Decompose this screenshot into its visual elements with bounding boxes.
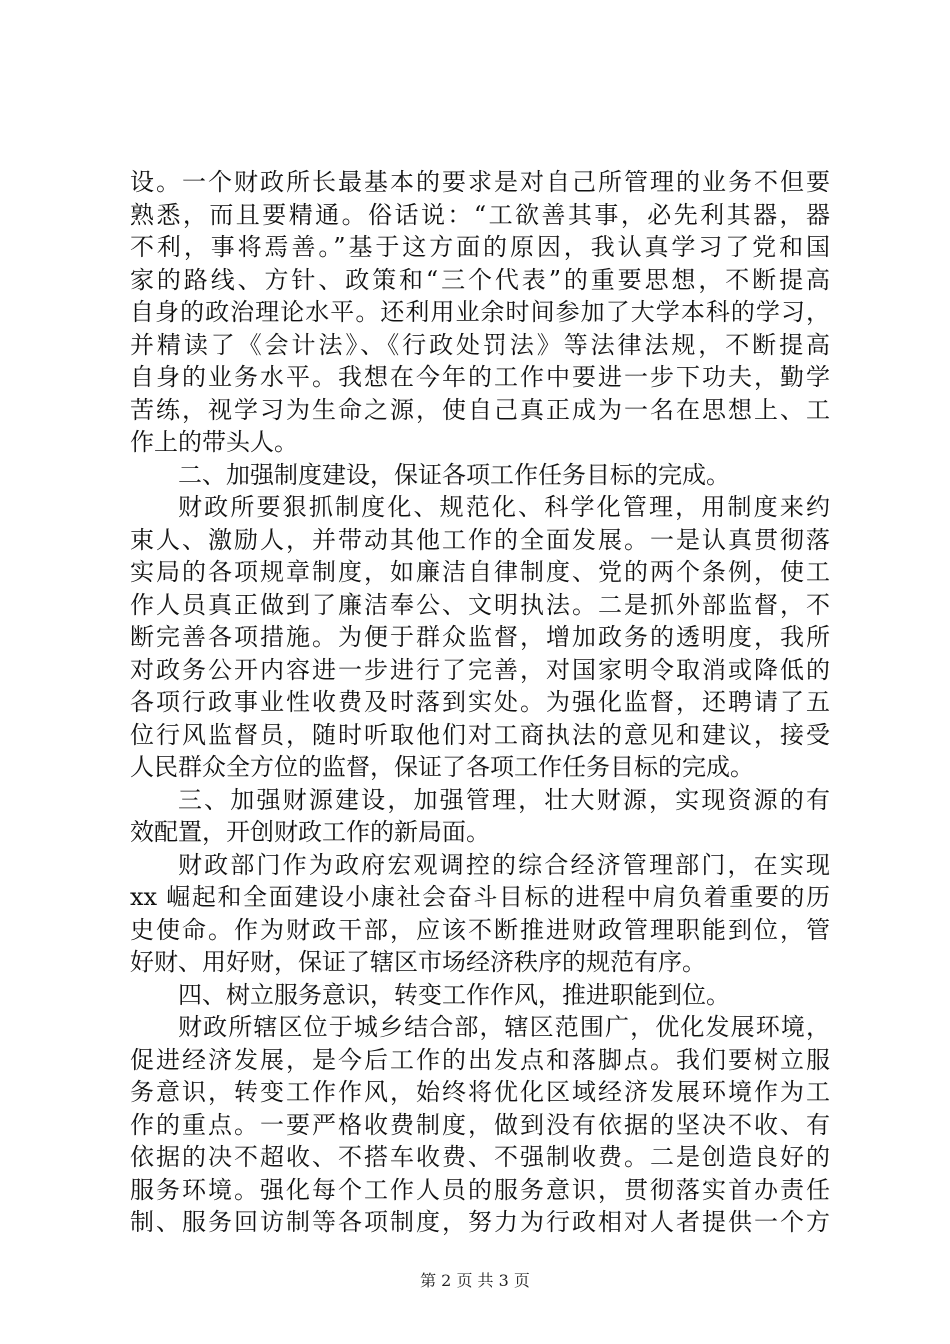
text-line: 实局的各项规章制度，如廉洁自律制度、党的两个条例，使工 <box>130 558 830 586</box>
text-line: 效配置，开创财政工作的新局面。 <box>130 818 490 846</box>
text-line: 位行风监督员，随时听取他们对工商执法的意见和建议，接受 <box>130 720 830 749</box>
text-line: 财政所辖区位于城乡结合部，辖区范围广，优化发展环境， <box>178 1013 830 1041</box>
text-line: 财政部门作为政府宏观调控的综合经济管理部门，在实现 <box>178 850 830 879</box>
text-line: 设。一个财政所长最基本的要求是对自己所管理的业务不但要 <box>130 168 830 196</box>
paragraph <box>130 491 830 784</box>
text-line: 熟悉，而且要精通。俗话说：“工欲善其事，必先利其器，器 <box>130 200 830 229</box>
text-line: 对政务公开内容进一步进行了完善，对国家明令取消或降低的 <box>130 655 830 684</box>
text-line: 财政所要狠抓制度化、规范化、科学化管理，用制度来约 <box>178 493 830 521</box>
text-line: 三、加强财源建设，加强管理，壮大财源，实现资源的有 <box>178 785 830 814</box>
text-line: 依据的决不超收、不搭车收费、不强制收费。二是创造良好的 <box>130 1143 830 1171</box>
text-line: 作上的带头人。 <box>130 428 298 456</box>
text-line: 各项行政事业性收费及时落到实处。为强化监督，还聘请了五 <box>130 688 830 716</box>
paragraph <box>130 784 830 849</box>
text-line: 断完善各项措施。为便于群众监督，增加政务的透明度，我所 <box>130 623 830 651</box>
text-line: 自身的政治理论水平。还利用业余时间参加了大学本科的学习， <box>130 298 830 326</box>
paragraph <box>130 166 830 459</box>
text-line: 作的重点。一要严格收费制度，做到没有依据的坚决不收、有 <box>130 1110 830 1139</box>
page-footer: 第 2 页 共 3 页 <box>420 1271 530 1290</box>
text-line: 好财、用好财，保证了辖区市场经济秩序的规范有序。 <box>130 948 706 976</box>
text-line: 务意识，转变工作作风，始终将优化区域经济发展环境作为工 <box>130 1078 830 1106</box>
paragraph <box>130 979 830 1012</box>
text-line: 作人员真正做到了廉洁奉公、文明执法。二是抓外部监督，不 <box>130 590 830 619</box>
text-line: 促进经济发展，是今后工作的出发点和落脚点。我们要树立服 <box>130 1045 830 1074</box>
text-line: 四、树立服务意识，转变工作作风，推进职能到位。 <box>178 980 730 1009</box>
text-line: 不利，事将焉善。”基于这方面的原因，我认真学习了党和国 <box>130 233 830 261</box>
text-line: 苦练，视学习为生命之源，使自己真正成为一名在思想上、工 <box>130 395 830 424</box>
paragraph <box>130 849 830 979</box>
text-line: 家的路线、方针、政策和“三个代表”的重要思想，不断提高 <box>130 265 830 294</box>
text-line: 并精读了《会计法》、《行政处罚法》等法律法规，不断提高 <box>130 330 830 359</box>
document-body <box>130 166 830 1239</box>
text-line: xx 崛起和全面建设小康社会奋斗目标的进程中肩负着重要的历 <box>130 883 830 911</box>
text-line: 制、服务回访制等各项制度，努力为行政相对人者提供一个方 <box>130 1208 830 1236</box>
text-line: 自身的业务水平。我想在今年的工作中要进一步下功夫，勤学 <box>130 363 830 391</box>
paragraph <box>130 1011 830 1239</box>
text-line: 人民群众全方位的监督，保证了各项工作任务目标的完成。 <box>130 753 754 781</box>
text-line: 束人、激励人，并带动其他工作的全面发展。一是认真贯彻落 <box>130 525 830 554</box>
paragraph <box>130 459 830 492</box>
text-line: 史使命。作为财政干部，应该不断推进财政管理职能到位，管 <box>130 915 830 944</box>
text-line: 二、加强制度建设，保证各项工作任务目标的完成。 <box>178 460 730 489</box>
text-line: 服务环境。强化每个工作人员的服务意识，贯彻落实首办责任 <box>130 1175 830 1204</box>
